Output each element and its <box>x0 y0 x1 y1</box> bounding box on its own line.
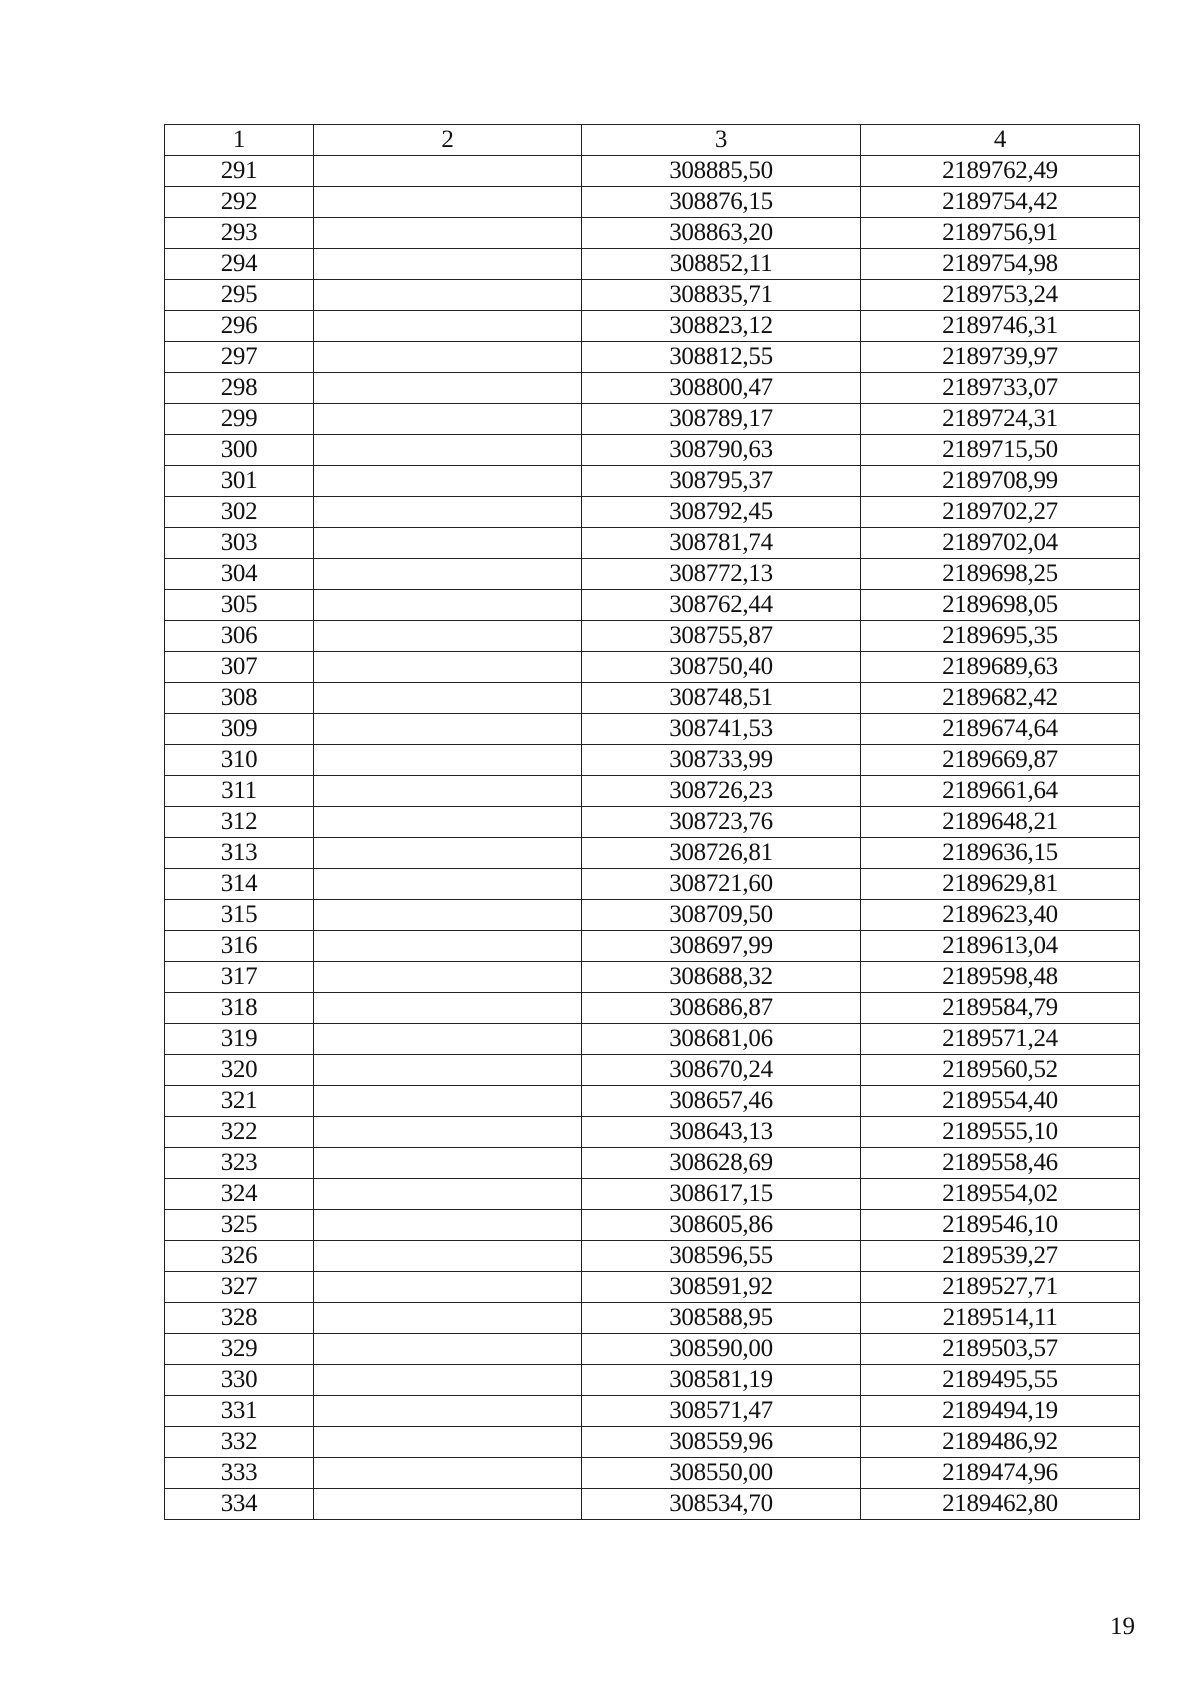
header-cell-4: 4 <box>861 125 1140 156</box>
point-number-cell: 333 <box>165 1458 314 1489</box>
point-number-cell: 317 <box>165 962 314 993</box>
point-number-cell: 301 <box>165 466 314 497</box>
header-cell-2: 2 <box>314 125 582 156</box>
x-coordinate-cell: 308733,99 <box>582 745 861 776</box>
y-coordinate-cell: 2189708,99 <box>861 466 1140 497</box>
description-cell <box>314 373 582 404</box>
x-coordinate-cell: 308800,47 <box>582 373 861 404</box>
y-coordinate-cell: 2189724,31 <box>861 404 1140 435</box>
description-cell <box>314 1241 582 1272</box>
point-number-cell: 307 <box>165 652 314 683</box>
point-number-cell: 311 <box>165 776 314 807</box>
point-number-cell: 329 <box>165 1334 314 1365</box>
x-coordinate-cell: 308755,87 <box>582 621 861 652</box>
header-cell-3: 3 <box>582 125 861 156</box>
x-coordinate-cell: 308588,95 <box>582 1303 861 1334</box>
description-cell <box>314 435 582 466</box>
y-coordinate-cell: 2189558,46 <box>861 1148 1140 1179</box>
x-coordinate-cell: 308559,96 <box>582 1427 861 1458</box>
table-row <box>165 1458 1140 1489</box>
table-row <box>165 528 1140 559</box>
table-row <box>165 807 1140 838</box>
table-row <box>165 993 1140 1024</box>
table-row <box>165 1334 1140 1365</box>
table-row <box>165 1241 1140 1272</box>
point-number-cell: 296 <box>165 311 314 342</box>
x-coordinate-cell: 308697,99 <box>582 931 861 962</box>
y-coordinate-cell: 2189629,81 <box>861 869 1140 900</box>
y-coordinate-cell: 2189746,31 <box>861 311 1140 342</box>
table-row <box>165 280 1140 311</box>
point-number-cell: 300 <box>165 435 314 466</box>
y-coordinate-cell: 2189754,98 <box>861 249 1140 280</box>
x-coordinate-cell: 308812,55 <box>582 342 861 373</box>
point-number-cell: 328 <box>165 1303 314 1334</box>
point-number-cell: 305 <box>165 590 314 621</box>
table-row <box>165 1272 1140 1303</box>
y-coordinate-cell: 2189695,35 <box>861 621 1140 652</box>
point-number-cell: 332 <box>165 1427 314 1458</box>
x-coordinate-cell: 308852,11 <box>582 249 861 280</box>
description-cell <box>314 342 582 373</box>
y-coordinate-cell: 2189474,96 <box>861 1458 1140 1489</box>
table-row <box>165 435 1140 466</box>
x-coordinate-cell: 308688,32 <box>582 962 861 993</box>
x-coordinate-cell: 308709,50 <box>582 900 861 931</box>
x-coordinate-cell: 308550,00 <box>582 1458 861 1489</box>
x-coordinate-cell: 308762,44 <box>582 590 861 621</box>
table-row <box>165 559 1140 590</box>
description-cell <box>314 1489 582 1520</box>
x-coordinate-cell: 308534,70 <box>582 1489 861 1520</box>
x-coordinate-cell: 308686,87 <box>582 993 861 1024</box>
point-number-cell: 299 <box>165 404 314 435</box>
x-coordinate-cell: 308790,63 <box>582 435 861 466</box>
table-row <box>165 621 1140 652</box>
description-cell <box>314 1458 582 1489</box>
description-cell <box>314 1396 582 1427</box>
table-header-row <box>165 125 1140 156</box>
x-coordinate-cell: 308571,47 <box>582 1396 861 1427</box>
y-coordinate-cell: 2189702,27 <box>861 497 1140 528</box>
point-number-cell: 292 <box>165 187 314 218</box>
y-coordinate-cell: 2189495,55 <box>861 1365 1140 1396</box>
table-row <box>165 1489 1140 1520</box>
description-cell <box>314 187 582 218</box>
table-row <box>165 373 1140 404</box>
description-cell <box>314 311 582 342</box>
point-number-cell: 312 <box>165 807 314 838</box>
y-coordinate-cell: 2189715,50 <box>861 435 1140 466</box>
table-row <box>165 1303 1140 1334</box>
table-row <box>165 652 1140 683</box>
y-coordinate-cell: 2189739,97 <box>861 342 1140 373</box>
x-coordinate-cell: 308772,13 <box>582 559 861 590</box>
point-number-cell: 302 <box>165 497 314 528</box>
description-cell <box>314 776 582 807</box>
table-row <box>165 683 1140 714</box>
description-cell <box>314 497 582 528</box>
y-coordinate-cell: 2189682,42 <box>861 683 1140 714</box>
point-number-cell: 306 <box>165 621 314 652</box>
description-cell <box>314 1303 582 1334</box>
x-coordinate-cell: 308835,71 <box>582 280 861 311</box>
description-cell <box>314 807 582 838</box>
description-cell <box>314 962 582 993</box>
x-coordinate-cell: 308657,46 <box>582 1086 861 1117</box>
description-cell <box>314 1427 582 1458</box>
point-number-cell: 313 <box>165 838 314 869</box>
description-cell <box>314 1117 582 1148</box>
description-cell <box>314 1148 582 1179</box>
y-coordinate-cell: 2189514,11 <box>861 1303 1140 1334</box>
table-row <box>165 249 1140 280</box>
x-coordinate-cell: 308792,45 <box>582 497 861 528</box>
y-coordinate-cell: 2189669,87 <box>861 745 1140 776</box>
description-cell <box>314 683 582 714</box>
y-coordinate-cell: 2189753,24 <box>861 280 1140 311</box>
table-row <box>165 187 1140 218</box>
point-number-cell: 295 <box>165 280 314 311</box>
header-cell-1: 1 <box>165 125 314 156</box>
y-coordinate-cell: 2189494,19 <box>861 1396 1140 1427</box>
table-row <box>165 497 1140 528</box>
point-number-cell: 327 <box>165 1272 314 1303</box>
table-row <box>165 1086 1140 1117</box>
point-number-cell: 308 <box>165 683 314 714</box>
table-row <box>165 218 1140 249</box>
point-number-cell: 322 <box>165 1117 314 1148</box>
table-row <box>165 1055 1140 1086</box>
x-coordinate-cell: 308681,06 <box>582 1024 861 1055</box>
y-coordinate-cell: 2189756,91 <box>861 218 1140 249</box>
x-coordinate-cell: 308863,20 <box>582 218 861 249</box>
x-coordinate-cell: 308596,55 <box>582 1241 861 1272</box>
x-coordinate-cell: 308748,51 <box>582 683 861 714</box>
x-coordinate-cell: 308795,37 <box>582 466 861 497</box>
point-number-cell: 304 <box>165 559 314 590</box>
point-number-cell: 298 <box>165 373 314 404</box>
description-cell <box>314 528 582 559</box>
description-cell <box>314 466 582 497</box>
x-coordinate-cell: 308723,76 <box>582 807 861 838</box>
x-coordinate-cell: 308670,24 <box>582 1055 861 1086</box>
point-number-cell: 293 <box>165 218 314 249</box>
table-row <box>165 342 1140 373</box>
description-cell <box>314 900 582 931</box>
x-coordinate-cell: 308628,69 <box>582 1148 861 1179</box>
y-coordinate-cell: 2189754,42 <box>861 187 1140 218</box>
description-cell <box>314 404 582 435</box>
description-cell <box>314 1365 582 1396</box>
description-cell <box>314 1272 582 1303</box>
description-cell <box>314 280 582 311</box>
x-coordinate-cell: 308581,19 <box>582 1365 861 1396</box>
table-row <box>165 962 1140 993</box>
x-coordinate-cell: 308750,40 <box>582 652 861 683</box>
description-cell <box>314 1179 582 1210</box>
x-coordinate-cell: 308726,23 <box>582 776 861 807</box>
y-coordinate-cell: 2189698,05 <box>861 590 1140 621</box>
point-number-cell: 324 <box>165 1179 314 1210</box>
y-coordinate-cell: 2189674,64 <box>861 714 1140 745</box>
y-coordinate-cell: 2189702,04 <box>861 528 1140 559</box>
x-coordinate-cell: 308823,12 <box>582 311 861 342</box>
y-coordinate-cell: 2189698,25 <box>861 559 1140 590</box>
table-row <box>165 1179 1140 1210</box>
table-row <box>165 311 1140 342</box>
table-row <box>165 466 1140 497</box>
x-coordinate-cell: 308617,15 <box>582 1179 861 1210</box>
table-row <box>165 1117 1140 1148</box>
y-coordinate-cell: 2189636,15 <box>861 838 1140 869</box>
description-cell <box>314 931 582 962</box>
table-row <box>165 1396 1140 1427</box>
y-coordinate-cell: 2189546,10 <box>861 1210 1140 1241</box>
description-cell <box>314 249 582 280</box>
description-cell <box>314 621 582 652</box>
description-cell <box>314 559 582 590</box>
x-coordinate-cell: 308590,00 <box>582 1334 861 1365</box>
table-row <box>165 404 1140 435</box>
y-coordinate-cell: 2189613,04 <box>861 931 1140 962</box>
point-number-cell: 331 <box>165 1396 314 1427</box>
x-coordinate-cell: 308726,81 <box>582 838 861 869</box>
point-number-cell: 291 <box>165 156 314 187</box>
y-coordinate-cell: 2189584,79 <box>861 993 1140 1024</box>
table-row <box>165 745 1140 776</box>
description-cell <box>314 838 582 869</box>
y-coordinate-cell: 2189689,63 <box>861 652 1140 683</box>
table-row <box>165 156 1140 187</box>
table-row <box>165 590 1140 621</box>
point-number-cell: 310 <box>165 745 314 776</box>
page-number: 19 <box>1110 1613 1135 1640</box>
y-coordinate-cell: 2189661,64 <box>861 776 1140 807</box>
y-coordinate-cell: 2189527,71 <box>861 1272 1140 1303</box>
description-cell <box>314 1024 582 1055</box>
y-coordinate-cell: 2189560,52 <box>861 1055 1140 1086</box>
description-cell <box>314 714 582 745</box>
description-cell <box>314 993 582 1024</box>
x-coordinate-cell: 308605,86 <box>582 1210 861 1241</box>
y-coordinate-cell: 2189539,27 <box>861 1241 1140 1272</box>
x-coordinate-cell: 308591,92 <box>582 1272 861 1303</box>
y-coordinate-cell: 2189623,40 <box>861 900 1140 931</box>
x-coordinate-cell: 308885,50 <box>582 156 861 187</box>
point-number-cell: 320 <box>165 1055 314 1086</box>
point-number-cell: 314 <box>165 869 314 900</box>
table-row <box>165 1427 1140 1458</box>
description-cell <box>314 590 582 621</box>
x-coordinate-cell: 308876,15 <box>582 187 861 218</box>
point-number-cell: 319 <box>165 1024 314 1055</box>
point-number-cell: 309 <box>165 714 314 745</box>
y-coordinate-cell: 2189503,57 <box>861 1334 1140 1365</box>
coordinates-table <box>164 124 1140 1520</box>
y-coordinate-cell: 2189598,48 <box>861 962 1140 993</box>
description-cell <box>314 652 582 683</box>
description-cell <box>314 745 582 776</box>
description-cell <box>314 1210 582 1241</box>
x-coordinate-cell: 308789,17 <box>582 404 861 435</box>
table-row <box>165 931 1140 962</box>
y-coordinate-cell: 2189571,24 <box>861 1024 1140 1055</box>
point-number-cell: 297 <box>165 342 314 373</box>
point-number-cell: 330 <box>165 1365 314 1396</box>
table-row <box>165 776 1140 807</box>
y-coordinate-cell: 2189762,49 <box>861 156 1140 187</box>
table-row <box>165 1024 1140 1055</box>
description-cell <box>314 1334 582 1365</box>
y-coordinate-cell: 2189462,80 <box>861 1489 1140 1520</box>
point-number-cell: 321 <box>165 1086 314 1117</box>
point-number-cell: 323 <box>165 1148 314 1179</box>
point-number-cell: 326 <box>165 1241 314 1272</box>
point-number-cell: 318 <box>165 993 314 1024</box>
table-row <box>165 1365 1140 1396</box>
point-number-cell: 315 <box>165 900 314 931</box>
description-cell <box>314 869 582 900</box>
y-coordinate-cell: 2189733,07 <box>861 373 1140 404</box>
description-cell <box>314 1055 582 1086</box>
table-row <box>165 1210 1140 1241</box>
table-row <box>165 869 1140 900</box>
y-coordinate-cell: 2189486,92 <box>861 1427 1140 1458</box>
y-coordinate-cell: 2189554,40 <box>861 1086 1140 1117</box>
table-body <box>165 125 1140 1520</box>
description-cell <box>314 218 582 249</box>
point-number-cell: 325 <box>165 1210 314 1241</box>
x-coordinate-cell: 308643,13 <box>582 1117 861 1148</box>
table-row <box>165 838 1140 869</box>
point-number-cell: 334 <box>165 1489 314 1520</box>
y-coordinate-cell: 2189554,02 <box>861 1179 1140 1210</box>
y-coordinate-cell: 2189555,10 <box>861 1117 1140 1148</box>
x-coordinate-cell: 308781,74 <box>582 528 861 559</box>
table-row <box>165 1148 1140 1179</box>
point-number-cell: 316 <box>165 931 314 962</box>
description-cell <box>314 156 582 187</box>
y-coordinate-cell: 2189648,21 <box>861 807 1140 838</box>
table-row <box>165 900 1140 931</box>
x-coordinate-cell: 308741,53 <box>582 714 861 745</box>
point-number-cell: 294 <box>165 249 314 280</box>
point-number-cell: 303 <box>165 528 314 559</box>
description-cell <box>314 1086 582 1117</box>
table-row <box>165 714 1140 745</box>
x-coordinate-cell: 308721,60 <box>582 869 861 900</box>
